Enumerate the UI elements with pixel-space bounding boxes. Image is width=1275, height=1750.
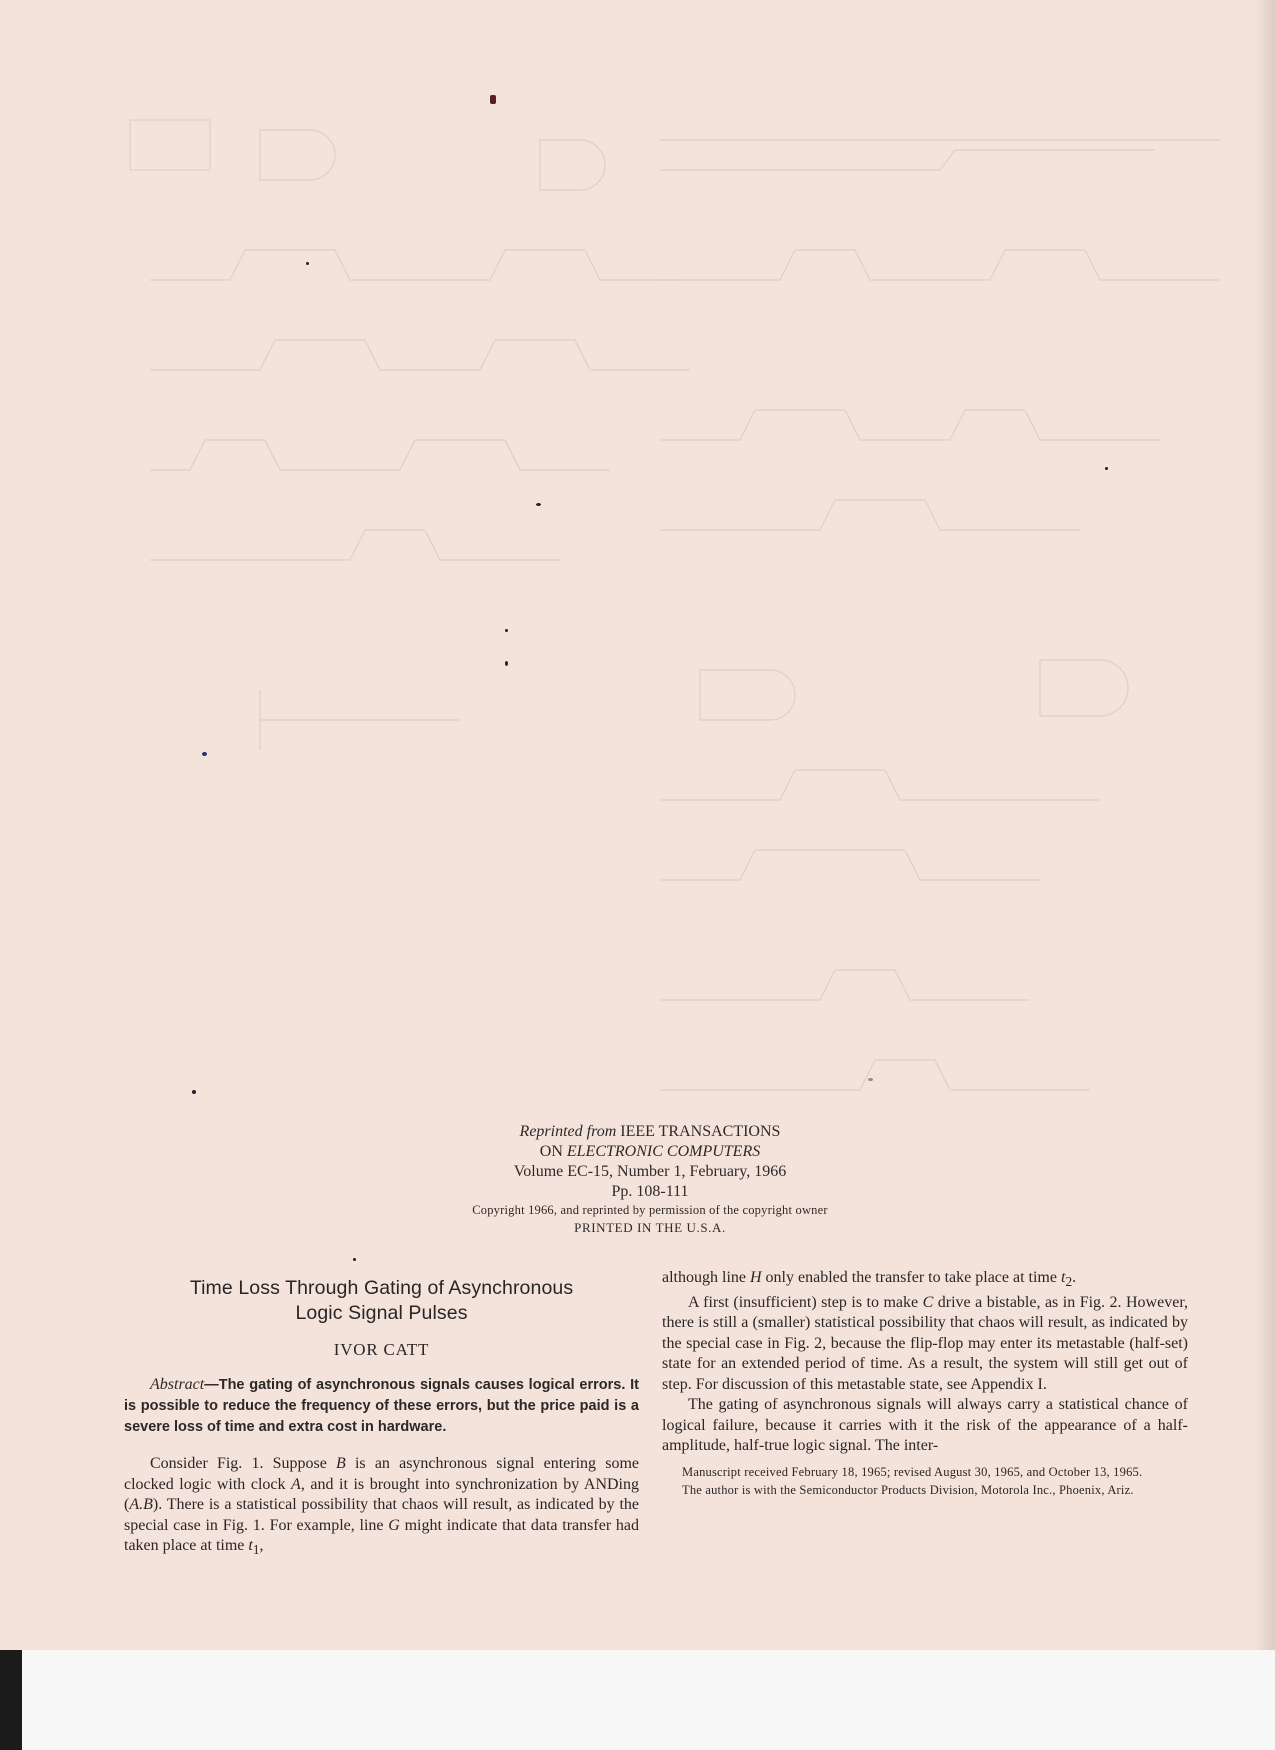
scan-speck bbox=[192, 1090, 196, 1094]
paragraph-1-continued: although line H only enabled the transfer to take place at time $t_2$. bbox=[662, 1269, 1077, 1290]
scanner-bed-dark-edge bbox=[0, 1650, 22, 1750]
scan-speck bbox=[353, 1258, 356, 1261]
printed-in: PRINTED IN THE U.S.A. bbox=[574, 1220, 726, 1235]
scan-speck bbox=[505, 661, 508, 666]
paragraph-3: The gating of asynchronous signals will always carry a statistical chance of logical failure, because it carries with it the risk of the appearance of a half-amplitude, half-true logic signal. The inter- bbox=[662, 1396, 1188, 1455]
scan-speck bbox=[1105, 467, 1108, 470]
author: IVOR CATT bbox=[333, 1340, 430, 1359]
footnote-author-affiliation: The author is with the Semiconductor Products Division, Motorola Inc., Phoenix, Ariz. bbox=[682, 1482, 1134, 1497]
scan-speck bbox=[490, 95, 496, 104]
left-column bbox=[124, 1268, 639, 1561]
copyright-notice: Copyright 1966, and reprinted by permission of the copyright owner bbox=[472, 1203, 828, 1217]
scan-speck bbox=[868, 1078, 873, 1081]
paper-edge-shadow bbox=[1255, 0, 1275, 1650]
abstract-label: Abstract bbox=[150, 1376, 205, 1393]
scan-speck bbox=[202, 752, 207, 756]
scan-speck bbox=[505, 629, 508, 632]
journal-name: IEEE TRANSACTIONS bbox=[620, 1123, 781, 1140]
scanner-bed bbox=[0, 1650, 1275, 1750]
paragraph-2: A first (insufficient) step is to make C drive a bistable, as in Fig. 2. However, there is still a (smaller) statistical possibility that chaos will result, as indicated by the special case in Fig. 2, because the flip-flop may enter its metastable (half-set) state for an extended period of time. As a result, the system will still get out of step. For discussion of this metastable state, see Appendix I. bbox=[662, 1293, 1189, 1393]
reprint-line-1 bbox=[380, 1122, 920, 1142]
abstract-text: —The gating of asynchronous signals causes logical errors. It is possible to reduce the frequency of these errors, but the price paid is a severe loss of time and extra cost in hardware. bbox=[124, 1377, 639, 1435]
title-line-2: Logic Signal Pulses bbox=[295, 1302, 468, 1324]
page-range: Pp. 108-111 bbox=[611, 1183, 689, 1200]
paragraph-1: Consider Fig. 1. Suppose B is an asynchronous signal entering some clocked logic with clock A, and it is brought into synchronization by ANDing (A.B). There is a statistical possibility that chaos will result, as indicated by the special case in Fig. 1. For example, line G might indicate that data transfer had taken place at time $t_1$, bbox=[124, 1455, 640, 1558]
reprint-notice bbox=[380, 1122, 920, 1237]
title-line-1: Time Loss Through Gating of Asynchronous bbox=[189, 1277, 574, 1299]
reprint-line-2 bbox=[380, 1142, 920, 1162]
scan-speck bbox=[306, 262, 309, 265]
right-column bbox=[662, 1268, 1188, 1501]
footnote-manuscript: Manuscript received February 18, 1965; revised August 30, 1965, and October 13, 1965. bbox=[682, 1464, 1143, 1479]
scan-speck bbox=[536, 503, 541, 506]
journal-subject: ELECTRONIC COMPUTERS bbox=[566, 1143, 761, 1160]
volume-info: Volume EC-15, Number 1, February, 1966 bbox=[513, 1163, 787, 1180]
reprint-label: Reprinted from bbox=[519, 1123, 617, 1140]
abstract bbox=[124, 1374, 639, 1438]
paper-title bbox=[124, 1276, 639, 1326]
journal-name-on: ON bbox=[539, 1143, 563, 1160]
